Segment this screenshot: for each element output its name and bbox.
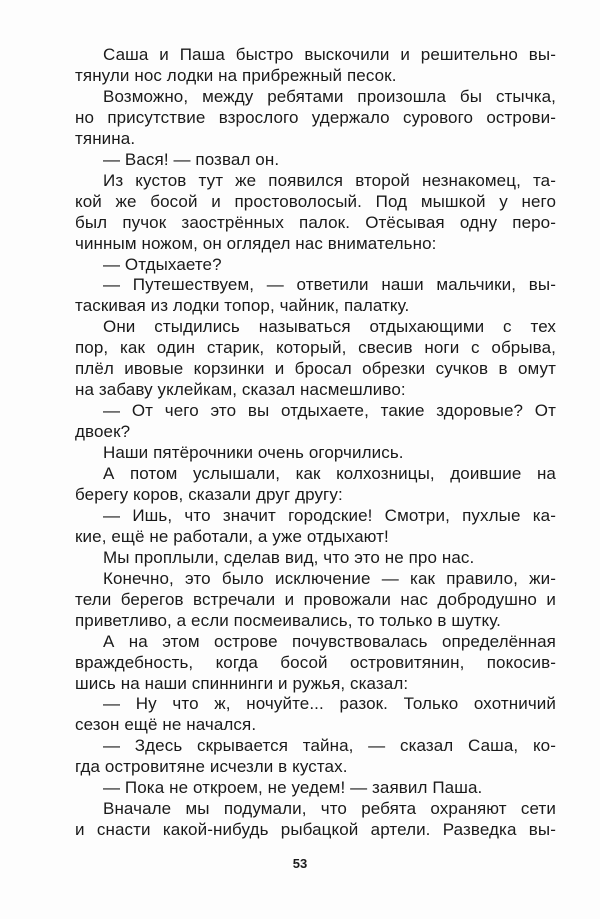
paragraph-14-line-3: шись на наши спиннинги и ружья, сказал:: [75, 673, 409, 693]
page-number: 53: [292, 856, 308, 871]
paragraph-11-line-2: кие, ещё не работали, а уже отдыхают!: [75, 526, 389, 546]
paragraph-10-line-1: А потом услышали, как колхозницы, доившие на: [103, 464, 556, 483]
paragraph-13-line-3: приветливо, а если посмеивались, то только в шутку.: [75, 610, 501, 630]
paragraph-2-line-3: тянина.: [75, 128, 136, 148]
paragraph-8-line-2: двоек?: [75, 422, 131, 442]
paragraph-5-line-1: — Отдыхаете?: [103, 254, 222, 274]
paragraph-7-line-2: пор, как один старик, который, свесив ноги с обрыва,: [75, 338, 556, 358]
paragraph-13-line-1: Конечно, это было исключение — как правило, жи-: [103, 568, 556, 588]
paragraph-14-line-2: враждебность, когда босой островитянин, покосив-: [75, 652, 556, 672]
paragraph-12-line-1: Мы проплыли, сделав вид, что это не про нас.: [103, 547, 475, 567]
paragraph-7-line-4: на забаву уклейкам, сказал насмешливо:: [75, 380, 406, 400]
paragraph-4-line-4: чинным ножом, он оглядел нас внимательно:: [75, 233, 437, 253]
paragraph-13-line-2: тели берегов встречали и провожали нас добродушно и: [75, 589, 556, 609]
paragraph-17-line-1: — Пока не откроем, не уедем! — заявил Паша.: [103, 778, 483, 798]
paragraph-18-line-1: Вначале мы подумали, что ребята охраняют сети: [103, 799, 556, 819]
paragraph-7-line-1: Они стыдились называться отдыхающими с тех: [103, 317, 556, 337]
paragraph-2-line-1: Возможно, между ребятами произошла бы стычка,: [103, 86, 556, 106]
paragraph-16-line-1: — Здесь скрывается тайна, — сказал Саша, ко-: [103, 736, 556, 756]
paragraph-2-line-2: но присутствие взрослого удержало сурового острови-: [75, 107, 556, 127]
paragraph-6-line-2: таскивая из лодки топор, чайник, палатку.: [75, 296, 410, 316]
paragraph-14-line-1: А на этом острове почувствовалась определённая: [103, 631, 556, 651]
paragraph-11-line-1: — Ишь, что значит городские! Смотри, пухлые ка-: [103, 505, 556, 525]
paragraph-10-line-2: берегу коров, сказали друг другу:: [75, 484, 343, 504]
paragraph-15-line-1: — Ну что ж, ночуйте... разок. Только охотничий: [103, 694, 556, 714]
paragraph-18-line-2: и снасти какой-нибудь рыбацкой артели. Разведка вы-: [75, 820, 556, 840]
paragraph-9-line-1: Наши пятёрочники очень огорчились.: [103, 443, 404, 463]
paragraph-4-line-2: кой же босой и простоволосый. Под мышкой у него: [75, 191, 556, 211]
paragraph-15-line-2: сезон ещё не начался.: [75, 715, 257, 735]
paragraph-6-line-1: — Путешествуем, — ответили наши мальчики, вы-: [103, 275, 556, 295]
paragraph-1-line-2: тянули нос лодки на прибрежный песок.: [75, 65, 397, 85]
paragraph-3-line-1: — Вася! — позвал он.: [103, 149, 280, 169]
paragraph-4-line-1: Из кустов тут же появился второй незнакомец, та-: [103, 170, 556, 190]
paragraph-7-line-3: плёл ивовые корзинки и бросал обрезки сучков в омут: [75, 359, 556, 379]
paragraph-8-line-1: — От чего это вы отдыхаете, такие здоровые? От: [103, 401, 556, 421]
paragraph-4-line-3: был пучок заострённых палок. Отёсывая одну перо-: [75, 212, 556, 232]
paragraph-1-line-1: Саша и Паша быстро выскочили и решительно вы-: [103, 45, 556, 64]
paragraph-16-line-2: гда островитяне исчезли в кустах.: [75, 757, 348, 777]
